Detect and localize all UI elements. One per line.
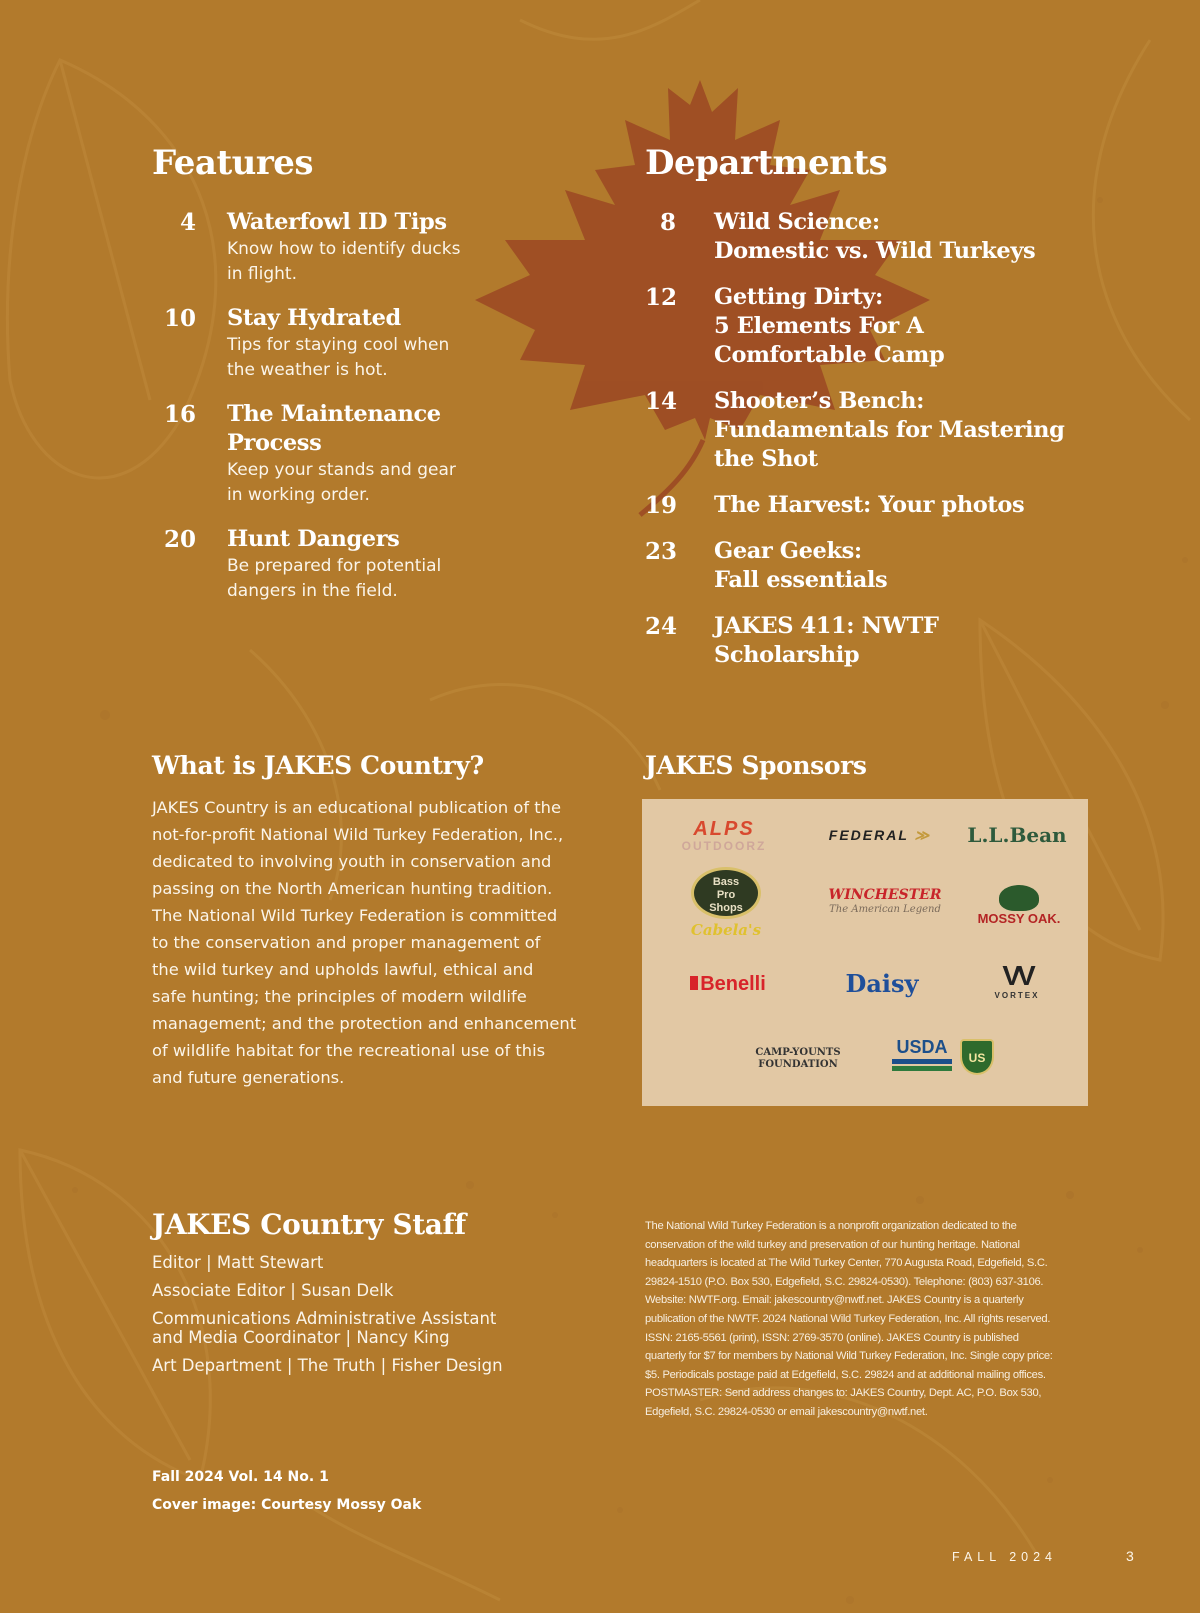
daisy-logo[interactable]: Daisy	[845, 969, 919, 998]
feature-description: Keep your stands and gear in working order.	[227, 460, 456, 506]
feature-page-number: 20	[163, 526, 196, 554]
feature-description: Know how to identify ducks in flight.	[227, 239, 461, 285]
staff-heading: JAKES Country Staff	[152, 1208, 466, 1241]
feature-page-number: 4	[179, 209, 196, 237]
mossy-oak-logo[interactable]: MOSSY OAK.	[964, 885, 1074, 927]
department-item[interactable]	[645, 537, 1105, 595]
llbean-logo[interactable]: L.L.Bean	[967, 823, 1067, 847]
federal-logo[interactable]: FEDERAL ≫	[828, 827, 932, 843]
staff-line: Associate Editor | Susan Delk	[152, 1280, 394, 1300]
about-heading: What is JAKES Country?	[152, 751, 484, 780]
bass-fish-icon: Bass Pro Shops	[691, 867, 761, 919]
departments-heading: Departments	[645, 143, 888, 183]
department-page-number: 8	[659, 209, 676, 237]
departments-section	[645, 145, 1105, 687]
feature-description: Tips for staying cool when the weather is hot.	[227, 335, 450, 381]
vortex-logo[interactable]: VV VORTEX	[972, 961, 1062, 1001]
department-title: JAKES 411: NWTF Scholarship	[714, 613, 939, 669]
department-title: Wild Science: Domestic vs. Wild Turkeys	[714, 209, 1036, 265]
features-section	[152, 145, 512, 621]
staff-line: Art Department | The Truth | Fisher Design	[152, 1355, 503, 1375]
staff-section	[152, 1210, 592, 1384]
department-title: Getting Dirty: 5 Elements For A Comfortable Camp	[714, 284, 945, 369]
publication-statement: The National Wild Turkey Federation is a nonprofit organization dedicated to the conservation of the wild turkey and preservation of our hunting heritage. National headquarters is located at The Wild Turkey Center, 770 Augusta Road, Edgefield, S.C. 29824-1510 (P.O. Box 530, Edgefield, S.C. 29824-0530). Telephone: (803) 637-3106. Website: NWTF.org. Email: jakescountry@nwtf.net. JAKES Country is a quarterly publication of the NWTF. 2024 National Wild Turkey Federation, Inc. All rights reserved. ISSN: 2165-5561 (print), ISSN: 2769-3570 (online). JAKES Country is published quarterly for $7 for members by National Wild Turkey Federation, Inc. Single copy price: $5. Periodicals postage paid at Edgefield, S.C. 29824 and at additional mailing offices.	[645, 1220, 1053, 1381]
feature-description: Be prepared for potential dangers in the field.	[227, 556, 442, 602]
alps-outdoorz-logo[interactable]: ALPS OUTDOORZ	[681, 818, 767, 853]
staff-line: Communications Administrative Assistant and Media Coordinator | Nancy King	[152, 1308, 497, 1347]
department-page-number: 14	[645, 388, 678, 416]
department-page-number: 24	[645, 613, 678, 641]
cover-credit: Cover image: Courtesy Mossy Oak	[152, 1497, 422, 1513]
camp-younts-foundation-logo[interactable]: CAMP-YOUNTS FOUNDATION	[755, 1047, 841, 1070]
sponsors-heading: JAKES Sponsors	[645, 751, 867, 780]
feature-item[interactable]	[152, 525, 512, 604]
feature-title: Waterfowl ID Tips	[227, 209, 447, 236]
postmaster-notice: POSTMASTER: Send address changes to: JAKES Country, Dept. AC, P.O. Box 530, Edgefield, S.C. 29824-0530 or email jakescountry@nwtf.net.	[645, 1387, 1042, 1418]
tree-icon	[999, 885, 1039, 911]
feature-title: Stay Hydrated	[227, 305, 401, 332]
federal-swoosh-icon: ≫	[908, 827, 932, 843]
usda-logo[interactable]: USDA	[892, 1037, 952, 1071]
department-title: Shooter’s Bench: Fundamentals for Mastering the Shot	[714, 388, 1065, 473]
department-item[interactable]	[645, 208, 1105, 266]
department-item[interactable]	[645, 283, 1105, 370]
benelli-logo[interactable]: Benelli	[678, 973, 778, 996]
sponsors-logo-panel	[642, 799, 1088, 1106]
feature-item[interactable]	[152, 400, 512, 508]
feature-item[interactable]	[152, 304, 512, 383]
departments-list	[645, 208, 1105, 670]
feature-title: Hunt Dangers	[227, 526, 400, 553]
department-page-number: 23	[645, 538, 678, 566]
department-item[interactable]	[645, 491, 1105, 520]
about-section	[152, 752, 602, 1091]
department-title: Gear Geeks: Fall essentials	[714, 538, 888, 594]
publication-info	[645, 1217, 1055, 1422]
feature-page-number: 10	[163, 305, 196, 333]
department-item[interactable]	[645, 612, 1105, 670]
features-list	[152, 208, 512, 604]
department-page-number: 12	[645, 284, 678, 312]
benelli-mark-icon	[690, 976, 698, 990]
staff-list	[152, 1253, 592, 1375]
bass-pro-cabelas-logo[interactable]: Bass Pro Shops Cabela's	[686, 867, 766, 957]
vortex-emblem-icon: VV	[1002, 960, 1032, 991]
department-page-number: 19	[645, 492, 678, 520]
page-number: 3	[1126, 1548, 1134, 1564]
department-title: The Harvest: Your photos	[714, 492, 1025, 519]
feature-item[interactable]	[152, 208, 512, 287]
footer-season: FALL 2024	[952, 1550, 1058, 1564]
staff-line: Editor | Matt Stewart	[152, 1252, 324, 1272]
issue-info	[152, 1463, 421, 1519]
features-heading: Features	[152, 143, 314, 183]
about-body: JAKES Country is an educational publication of the not-for-profit National Wild Turkey Federation, Inc., dedicated to involving youth in conservation and passing on the North American hunting tradition. The National Wild Turkey Federation is committed to the conservation and proper management of the wild turkey and upholds lawful, ethical and safe hunting; the principles of modern wildlife management; and the protection and enhancement of wildlife habitat for the recreational use of this and future generations.	[152, 797, 577, 1087]
department-item[interactable]	[645, 387, 1105, 474]
feature-page-number: 16	[163, 401, 196, 429]
winchester-logo[interactable]: WINCHESTER The American Legend	[828, 887, 942, 915]
forest-service-shield-icon[interactable]: US	[960, 1039, 994, 1075]
issue-volume: Fall 2024 Vol. 14 No. 1	[152, 1469, 329, 1485]
feature-title: The Maintenance Process	[227, 401, 441, 457]
